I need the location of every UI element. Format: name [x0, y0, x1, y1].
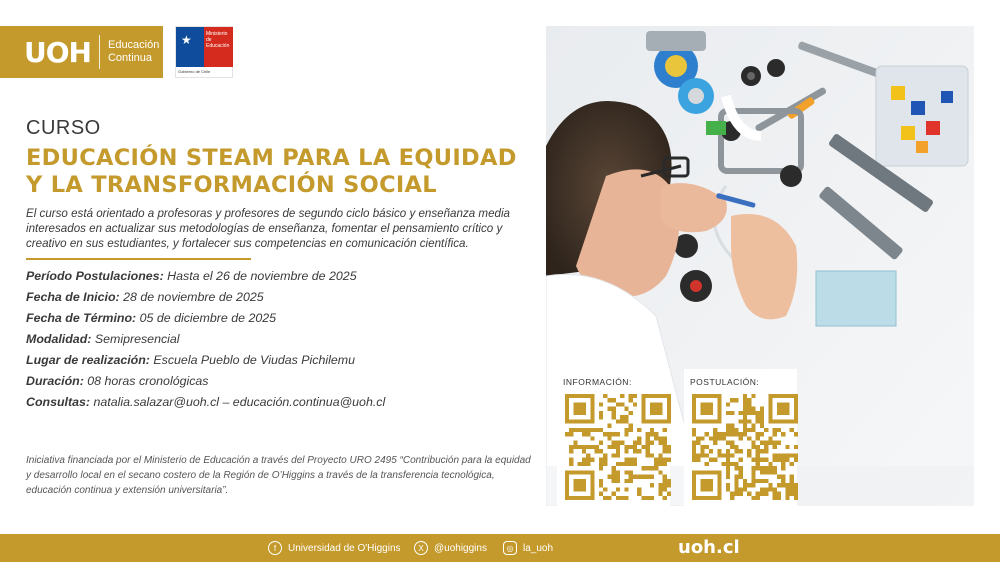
footer-twitter[interactable] [414, 534, 487, 562]
detail-location [26, 350, 541, 371]
course-title-line1: EDUCACIÓN STEAM PARA LA EQUIDAD [26, 145, 517, 171]
detail-value: 05 de diciembre de 2025 [139, 311, 277, 325]
detail-modality [26, 329, 541, 350]
detail-label: Fecha de Término: [26, 311, 137, 325]
facebook-icon: f [268, 541, 282, 555]
detail-contact [26, 392, 541, 413]
course-title-line2: Y LA TRANSFORMACIÓN SOCIAL [26, 172, 437, 198]
footer-instagram-label: la_uoh [523, 542, 554, 554]
detail-duration [26, 371, 541, 392]
detail-period [26, 266, 541, 287]
uoh-unit-name [108, 39, 159, 65]
course-details [26, 266, 541, 413]
course-description: El curso está orientado a profesoras y profesores de segundo ciclo básico y enseñanza media interesados en actualizar sus metodologías de enseñanza, fomentar el pensamiento crítico y creativo en sus estudiantes, y fortalecer sus competencias en comunicación científica. [26, 207, 510, 250]
footer-website[interactable]: uoh.cl [678, 537, 740, 558]
qr-code-info[interactable] [565, 394, 671, 500]
detail-end [26, 308, 541, 329]
ministry-line2: Educación [206, 43, 230, 49]
uoh-logo [0, 26, 163, 78]
detail-value: 08 horas cronológicas [87, 374, 209, 388]
footer-facebook[interactable] [268, 534, 401, 562]
footer-bar [0, 534, 1000, 562]
star-icon: ★ [181, 33, 192, 47]
ministry-line1: Ministerio de [206, 31, 228, 43]
footer-twitter-label: @uohiggins [434, 542, 487, 554]
qr-code-apply[interactable] [692, 394, 798, 500]
qr-card-info [557, 369, 670, 506]
footer-facebook-label: Universidad de O'Higgins [288, 542, 401, 554]
course-kicker: CURSO [26, 117, 101, 139]
ministry-gov: Gobierno de Chile [178, 69, 211, 74]
detail-value: Semipresencial [94, 332, 180, 346]
footer-instagram[interactable] [503, 534, 553, 562]
detail-label: Fecha de Inicio: [26, 290, 120, 304]
detail-label: Período Postulaciones: [26, 269, 164, 283]
funding-footnote: Iniciativa financiada por el Ministerio de Educación a través del Proyecto URO 2495 “Contribución para la equidad y desarrollo local en el secano costero de la Región de O’Higgins a través de la transferencia tecnológica, educación continua y extensión universitaria”. [26, 455, 531, 496]
ministry-logo [175, 26, 233, 78]
course-title [26, 145, 536, 199]
detail-label: Consultas: [26, 395, 91, 409]
uoh-unit-line2: Continua [107, 52, 153, 64]
detail-label: Modalidad: [26, 332, 92, 346]
qr-apply-label: POSTULACIÓN: [690, 377, 760, 387]
qr-card-apply [684, 369, 797, 506]
detail-value[interactable]: natalia.salazar@uoh.cl – educación.continua@uoh.cl [93, 395, 386, 409]
detail-label: Duración: [26, 374, 84, 388]
uoh-unit-line1: Educación [107, 39, 160, 51]
uoh-logo-mark: UOH [24, 35, 91, 69]
detail-value: 28 de noviembre de 2025 [123, 290, 264, 304]
detail-value: Hasta el 26 de noviembre de 2025 [167, 269, 357, 283]
detail-value: Escuela Pueblo de Viudas Pichilemu [153, 353, 355, 367]
divider [26, 258, 251, 260]
detail-start [26, 287, 541, 308]
qr-info-label: INFORMACIÓN: [563, 377, 632, 387]
detail-label: Lugar de realización: [26, 353, 150, 367]
logo-divider [99, 35, 100, 69]
instagram-icon: ◎ [503, 541, 517, 555]
x-icon: X [414, 541, 428, 555]
